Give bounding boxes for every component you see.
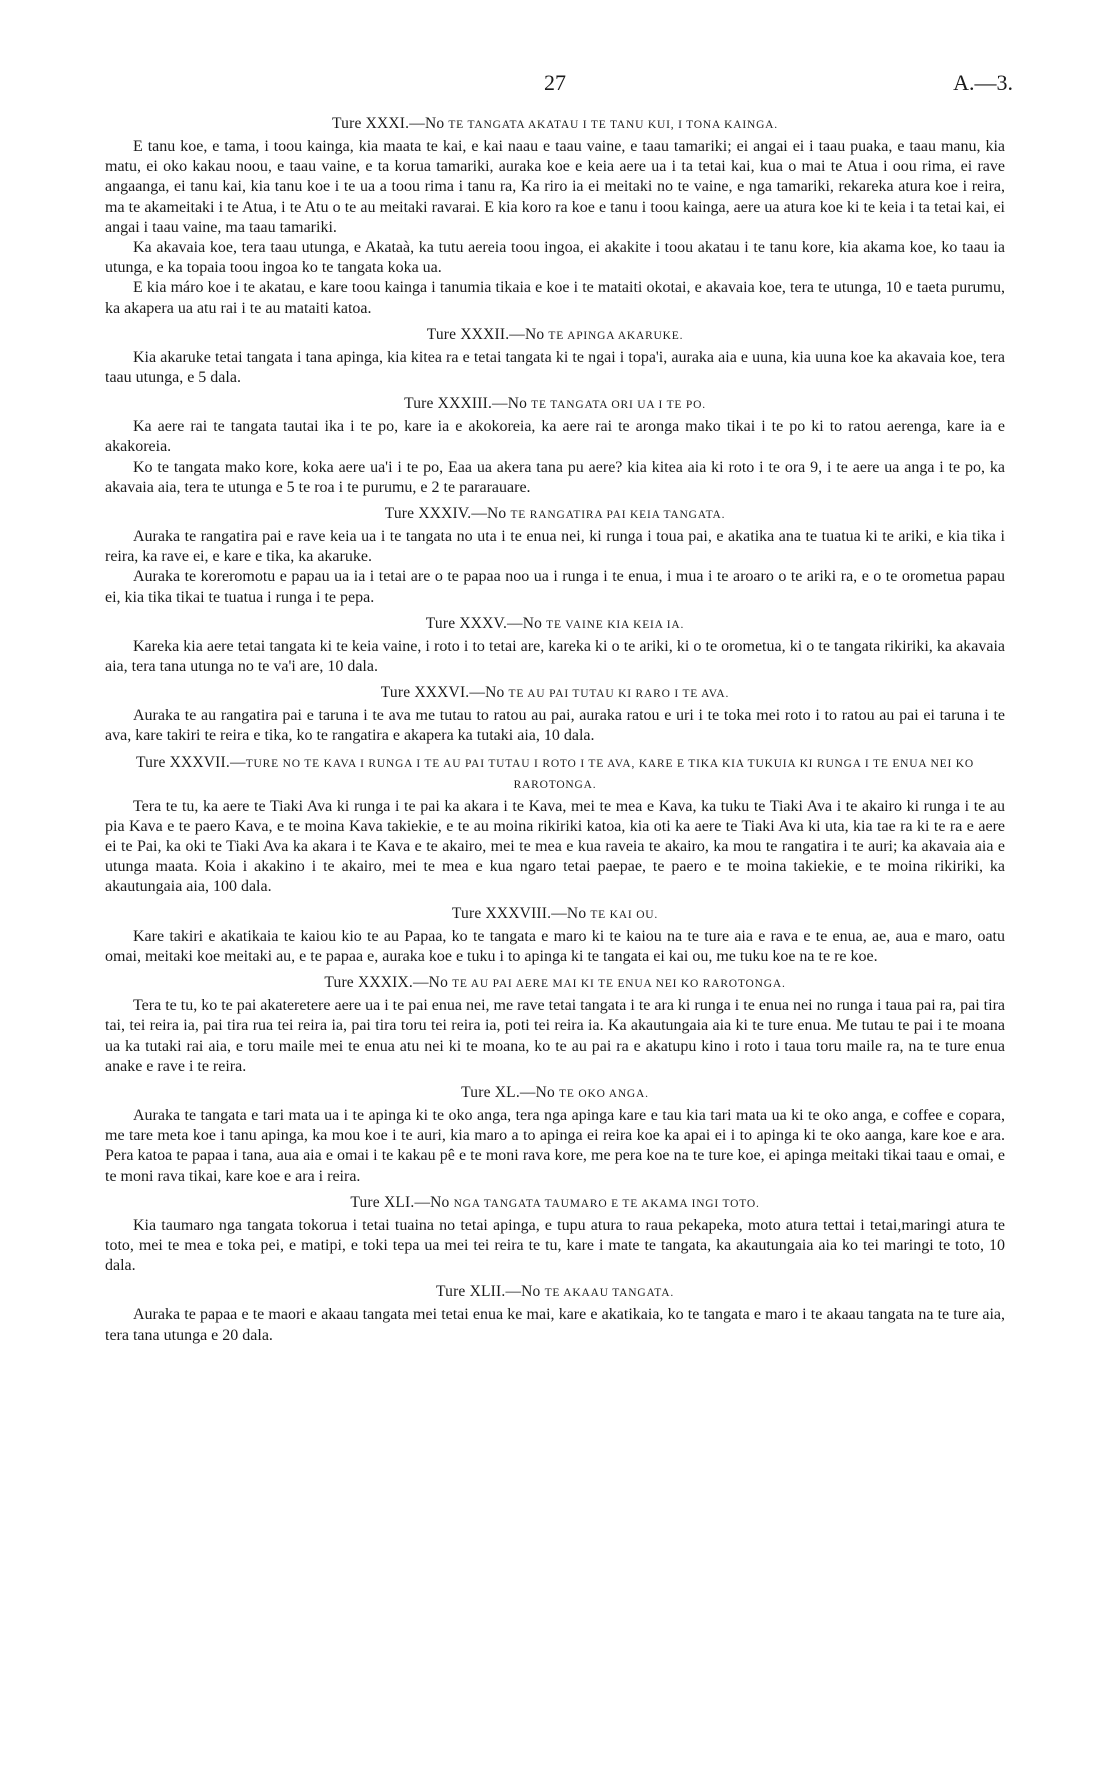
section-heading-number: Ture XXXII.—No xyxy=(426,325,549,343)
section-heading-number: Ture XXXVI.—No xyxy=(380,684,509,702)
document-reference: A.—3. xyxy=(953,70,1013,95)
section-paragraph: Ko te tangata mako kore, koka aere ua'i i te po, Eaa ua akera tana pu aere? kia kitea aia ki roto i te ora 9, i te aere ua anga i te po, ka akavaia aia, tera te utunga e 5 te roa i te purumu, e 2 te pararauare. xyxy=(105,458,1005,496)
law-section xyxy=(105,973,1005,1077)
page-header xyxy=(105,70,1013,110)
section-heading-title: TE KAI OU. xyxy=(590,908,659,921)
section-heading-title: TE AKAAU TANGATA. xyxy=(544,1287,674,1300)
law-section xyxy=(105,753,1005,898)
law-section xyxy=(105,114,1005,319)
section-paragraph: Kia akaruke tetai tangata i tana apinga, kia kitea ra e tetai tangata ki te ngai i topa'i, auraka aia e uuna, kia uuna koe ka akavaia koe, tera taau utunga, e 5 dala. xyxy=(105,348,1005,387)
document-page xyxy=(105,70,1013,1352)
law-section xyxy=(105,394,1005,498)
section-heading-number: Ture XXXVII.— xyxy=(136,753,246,771)
section-heading-number: Ture XXXVIII.—No xyxy=(451,904,591,922)
section-heading-title: TE AU PAI TUTAU KI RARO I TE AVA. xyxy=(508,688,730,701)
law-section xyxy=(105,904,1005,967)
section-heading xyxy=(105,683,1005,704)
section-heading xyxy=(105,753,1005,795)
section-paragraph: Auraka te tangata e tari mata ua i te apinga ki te oko anga, tera nga apinga kare e tau kia tari mata ua ki te oko anga, e coffee e copara, me tare meta koe i tanu apinga, ka mou koe i te auri, kia maro a to apinga ei reira koe ka apai ei i to apinga ki te oko aanga, kare koe e ara. Pera katoa te papaa i tana, aua aia e omai i te kakau pê e te moni rava kore, me pera koe na te ture koe, ei apinga meitaki tikai taau e omai, e te moni rava tikai, kare koe e ara i reira. xyxy=(105,1106,1005,1185)
section-heading-number: Ture XL.—No xyxy=(461,1083,560,1101)
section-heading xyxy=(105,504,1005,525)
section-heading xyxy=(105,114,1005,135)
section-heading xyxy=(105,614,1005,635)
page-number: 27 xyxy=(544,70,566,95)
law-section xyxy=(105,504,1005,608)
section-heading-number: Ture XXXIII.—No xyxy=(404,395,532,413)
section-heading-number: Ture XXXI.—No xyxy=(332,115,449,132)
section-paragraph: Auraka te koreromotu e papau ua ia i tetai are o te papaa noo ua i runga i te enua, i mua i te aroaro o te ariki ra, e o te orometua papau ei, kia tika tikai te tuatua i runga i te pepa. xyxy=(105,568,1005,606)
section-heading-title: TURE NO TE KAVA I RUNGA I TE AU PAI TUTAU I ROTO I TE AVA, KARE E TIKA KIA TUKUIA KI RUNGA I TE ENUA NEI KO RAROTONGA. xyxy=(245,757,974,791)
section-heading xyxy=(105,904,1005,925)
section-heading xyxy=(105,1193,1005,1214)
law-section xyxy=(105,325,1005,388)
sections-container xyxy=(105,114,1005,1346)
section-heading xyxy=(105,394,1005,415)
section-heading-number: Ture XLI.—No xyxy=(350,1193,454,1211)
section-paragraph: E kia máro koe i te akatau, e kare toou kainga i tanumia tikaia e koe i te mataiti okotai, e akavaia koe, tera te utunga, 10 e taeta purumu, ka akapera ua atu rai i te au mataiti katoa. xyxy=(105,279,1005,317)
section-paragraph: Tera te tu, ka aere te Tiaki Ava ki runga i te pai ka akara i te Kava, mei te mea e Kava, ka tuku te Tiaki Ava i te akairo ki runga i te au pia Kava e te paero Kava, e te moina Kava takiekie, e te au moina rikiriki katoa, kia oti ka aere te Tiaki Ava ki uta, kia tae ra ki te ra e aere ei te Pai, ka oki te Tiaki Ava ka akara i te Kava e te akairo, mei te mea e kua raveia te akairo, ka mou te rangatira i te auri; ka akavaia aia e utunga maata. Koia i akakino i te akairo, mei te mea e kua ngaro tetai paepae, te paero e te moina takiekie, e te moina rikiriki, ka akautungaia aia, 100 dala. xyxy=(105,797,1005,896)
law-section xyxy=(105,614,1005,677)
section-heading-title: TE AU PAI AERE MAI KI TE ENUA NEI KO RAROTONGA. xyxy=(452,978,786,991)
section-heading-number: Ture XXXV.—No xyxy=(425,614,547,632)
law-section xyxy=(105,1193,1005,1277)
section-heading xyxy=(105,1083,1005,1104)
section-heading-title: NGA TANGATA TAUMARO E TE AKAMA INGI TOTO. xyxy=(453,1197,760,1210)
section-heading xyxy=(105,325,1005,346)
section-heading xyxy=(105,973,1005,994)
section-paragraph: Ka aere rai te tangata tautai ika i te po, kare ia e akokoreia, ka aere rai te aronga mako tikai i te po ki to ratou aerenga, kare ia e akakoreia. xyxy=(105,418,1005,456)
law-section xyxy=(105,1083,1005,1187)
section-heading-number: Ture XLII.—No xyxy=(436,1283,545,1301)
section-paragraph: Auraka te papaa e te maori e akaau tangata mei tetai enua ke mai, kare e akatikaia, ko te tangata e maro i te akaau tangata na te ture aia, tera tana utunga e 20 dala. xyxy=(105,1306,1005,1344)
section-heading-title: TE VAINE KIA KEIA IA. xyxy=(546,618,685,631)
law-section xyxy=(105,1282,1005,1345)
section-paragraph: Ka akavaia koe, tera taau utunga, e Akataà, ka tutu aereia toou ingoa, ei akakite i toou akatau i te tanu kore, kia akama koe, ko taau ia utunga, e ka topaia toou ingoa ko te tangata koka ua. xyxy=(105,239,1005,277)
section-paragraph: Tera te tu, ko te pai akateretere aere ua i te pai enua nei, me rave tetai tangata i te ara ki runga i te enua nei no runga i taua pai ra, pai tira tai, tei reira ia, pai tira rua tei reira ia, pai tira toru tei reira ia, poti tei reira ia. Ka akautungaia aia ki te ture enua. Me tutau te pai i te moana ua ka tutaki rai aia, e toru maile mei te enua atu nei ki te moana, ko te au pai ra e akatupu kino i roto i taua toru maile ra, na te ture enua anake e rave i te reira. xyxy=(105,997,1005,1075)
section-heading-title: TE APINGA AKARUKE. xyxy=(548,329,684,342)
section-heading-number: Ture XXXIV.—No xyxy=(384,505,511,523)
law-section xyxy=(105,683,1005,746)
section-heading-number: Ture XXXIX.—No xyxy=(324,974,453,992)
section-paragraph: Kareka kia aere tetai tangata ki te keia vaine, i roto i to tetai are, kareka ki o te ariki, ki o te orometua, ki o te tangata rikiriki, ka akavaia aia, tera tana utunga no te va'i are, 10 dala. xyxy=(105,637,1005,676)
section-paragraph: Kare takiri e akatikaia te kaiou kio te au Papaa, ko te tangata e maro ki te kaiou na te ture aia e rava e te enua, ae, aua e maro, oatu omai, meitaki koe meitaki au, e te papaa e, auraka koe e tuku i to apinga ki te tangata ei kai ou, me tuku koe na te re koe. xyxy=(105,927,1005,965)
section-paragraph: Kia taumaro nga tangata tokorua i tetai tuaina no tetai apinga, e tupu atura to raua pekapeka, moto atura tettai i tetai,maringi atura te toto, mei te mea e toka pei, e matipi, e toki tepa ua mei tei reira te tu, kare i mate te tangata, ka akautungaia aia ko tei maringi te toto, 10 dala. xyxy=(105,1216,1005,1275)
section-heading-title: TE RANGATIRA PAI KEIA TANGATA. xyxy=(510,509,726,522)
section-paragraph: Auraka te au rangatira pai e taruna i te ava me tutau to ratou au pai, auraka ratou e uri i te toka mei roto i to ratou au pai ei taruna i te ava, kare takiri te reira e tika, ko te rangatira e akapera ka tutaki aia, 10 dala. xyxy=(105,707,1005,745)
section-heading xyxy=(105,1282,1005,1303)
section-heading-title: TE TANGATA AKATAU I TE TANU KUI, I TONA KAINGA. xyxy=(448,119,778,131)
section-paragraph: Auraka te rangatira pai e rave keia ua i te tangata no uta i te enua nei, ki runga i toua pai, e akatika ana te tuatua ki te ariki, e kia tika i reira, ka rave ei, e kare e tika, ka akaruke. xyxy=(105,528,1005,566)
section-heading-title: TE OKO ANGA. xyxy=(559,1087,649,1100)
section-paragraph: E tanu koe, e tama, i toou kainga, kia maata te kai, e kai naau e taau vaine, e taau tamariki; ei angai ei i taau puaka, e taau manu, kia matu, ei oko kakau noou, e taau vaine, e ta korua tamariki, auraka koe e keia aere ua i ta tetai kai, kua o mai te Atua i oou rima, ei rave angaanga, ei tanu kai, kia tanu koe i te ua a toou rima i tanu ra, Ka riro ia ei meitaki no te vaine, e nga tamariki, rekareka atura koe i reira, ma te akameitaki i te Atua, i te Atu o te au meitaki ravarai. E kia koro ra koe e tanu i toou kainga, aere ua atura koe ki te keia i ta tetai kai, ei angai i taau vaine, ma taau tamariki. xyxy=(105,138,1005,236)
section-heading-title: TE TANGATA ORI UA I TE PO. xyxy=(531,399,706,412)
